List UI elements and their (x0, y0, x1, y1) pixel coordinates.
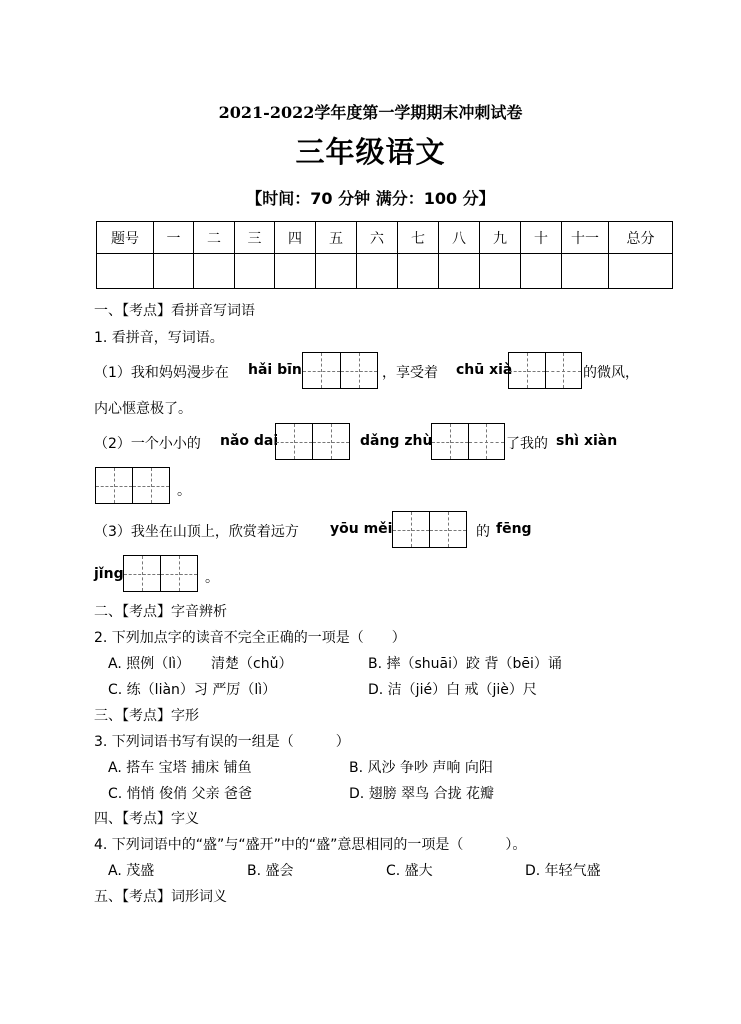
pinyin-jing: jǐng (94, 566, 124, 582)
section-heading-3: 三、【考点】字形 (94, 708, 199, 724)
subject-title: 三年级语文 (295, 135, 446, 169)
score-blank-cell[interactable] (194, 254, 235, 289)
score-blank-cell[interactable] (521, 254, 562, 289)
pinyin-feng: fēng (496, 521, 532, 537)
score-blank-cell[interactable] (154, 254, 194, 289)
pinyin-dang-zhu: dǎng zhù (360, 433, 433, 449)
answer-grid[interactable] (275, 423, 350, 460)
q3-option-d[interactable]: D. 翅膀 翠鸟 合拢 花瓣 (349, 786, 495, 802)
pinyin-nao-dai: nǎo dai (220, 433, 279, 449)
pinyin-chu-xia: chū xià (456, 362, 513, 378)
score-blank-cell[interactable] (439, 254, 480, 289)
answer-grid[interactable] (123, 555, 198, 592)
pinyin-shi-xian: shì xiàn (556, 433, 618, 449)
score-header-cell: 七 (398, 222, 439, 254)
score-header-cell: 五 (316, 222, 357, 254)
score-blank-cell[interactable] (480, 254, 521, 289)
answer-grid[interactable] (302, 352, 378, 389)
question-2-stem: 2. 下列加点字的读音不完全正确的一项是（ ） (94, 630, 406, 646)
score-header-cell: 六 (357, 222, 398, 254)
question-4-stem: 4. 下列词语中的“盛”与“盛开”中的“盛”意思相同的一项是（ ）。 (94, 837, 527, 853)
q2-option-b[interactable]: B. 摔（shuāi）跤 背（bēi）诵 (368, 656, 562, 672)
score-header-cell: 总分 (609, 222, 673, 254)
q1-sentence2-text: 。 (177, 483, 191, 499)
score-header-cell: 题号 (97, 222, 154, 254)
q1-sentence1-text: 的微风， (583, 365, 639, 381)
score-header-cell: 十 (521, 222, 562, 254)
section-heading-2: 二、【考点】字音辨析 (94, 604, 227, 620)
section-heading-1: 一、【考点】看拼音写词语 (94, 303, 255, 319)
score-header-cell: 二 (194, 222, 235, 254)
score-header-cell: 三 (235, 222, 275, 254)
q1-sentence1-text: ，享受着 (382, 365, 438, 381)
score-header-cell: 十一 (562, 222, 609, 254)
q3-option-b[interactable]: B. 风沙 争吵 声响 向阳 (349, 760, 493, 776)
q1-sentence3-text: 的 (476, 524, 490, 540)
section-heading-5: 五、【考点】词形词义 (94, 889, 227, 905)
score-header-cell: 八 (439, 222, 480, 254)
q1-sentence1-text: 内心惬意极了。 (94, 401, 192, 417)
answer-grid[interactable] (431, 423, 505, 460)
q1-sentence3-text: 。 (205, 570, 219, 586)
score-blank-cell[interactable] (97, 254, 154, 289)
score-blank-cell[interactable] (357, 254, 398, 289)
q2-option-a[interactable]: A. 照例（lì） 清楚（chǔ） (108, 656, 293, 672)
score-header-cell: 一 (154, 222, 194, 254)
score-blank-cell[interactable] (609, 254, 673, 289)
q1-sentence3-text: （3）我坐在山顶上，欣赏着远方 (94, 524, 299, 540)
score-blank-cell[interactable] (398, 254, 439, 289)
pinyin-you-mei: yōu měi (330, 521, 393, 537)
score-header-cell: 九 (480, 222, 521, 254)
question-1-stem: 1. 看拼音，写词语。 (94, 330, 224, 346)
q3-option-a[interactable]: A. 搭车 宝塔 捕床 铺鱼 (108, 760, 252, 776)
score-table (96, 221, 673, 289)
q1-sentence2-text: 了我的 (506, 436, 548, 452)
answer-grid[interactable] (95, 467, 170, 504)
question-3-stem: 3. 下列词语书写有误的一组是（ ） (94, 734, 350, 750)
q4-option-c[interactable]: C. 盛大 (386, 863, 433, 879)
q2-option-d[interactable]: D. 洁（jié）白 戒（jiè）尺 (368, 682, 537, 698)
score-header-cell: 四 (275, 222, 316, 254)
q3-option-c[interactable]: C. 悄悄 俊俏 父亲 爸爸 (108, 786, 253, 802)
score-blank-cell[interactable] (235, 254, 275, 289)
q1-sentence1-text: （1）我和妈妈漫步在 (94, 365, 229, 381)
score-blank-cell[interactable] (562, 254, 609, 289)
q4-option-a[interactable]: A. 茂盛 (108, 863, 155, 879)
q4-option-b[interactable]: B. 盛会 (247, 863, 294, 879)
score-blank-cell[interactable] (316, 254, 357, 289)
time-score-info: 【时间：70 分钟 满分：100 分】 (246, 189, 495, 208)
exam-header-title: 2021-2022学年度第一学期期末冲刺试卷 (218, 103, 523, 122)
answer-grid[interactable] (508, 352, 582, 389)
score-blank-cell[interactable] (275, 254, 316, 289)
answer-grid[interactable] (392, 511, 467, 548)
q2-option-c[interactable]: C. 练（liàn）习 严厉（lì） (108, 682, 277, 698)
pinyin-hai-bin: hǎi bīn (248, 362, 302, 378)
q4-option-d[interactable]: D. 年轻气盛 (525, 863, 601, 879)
section-heading-4: 四、【考点】字义 (94, 811, 199, 827)
q1-sentence2-text: （2）一个小小的 (94, 436, 201, 452)
